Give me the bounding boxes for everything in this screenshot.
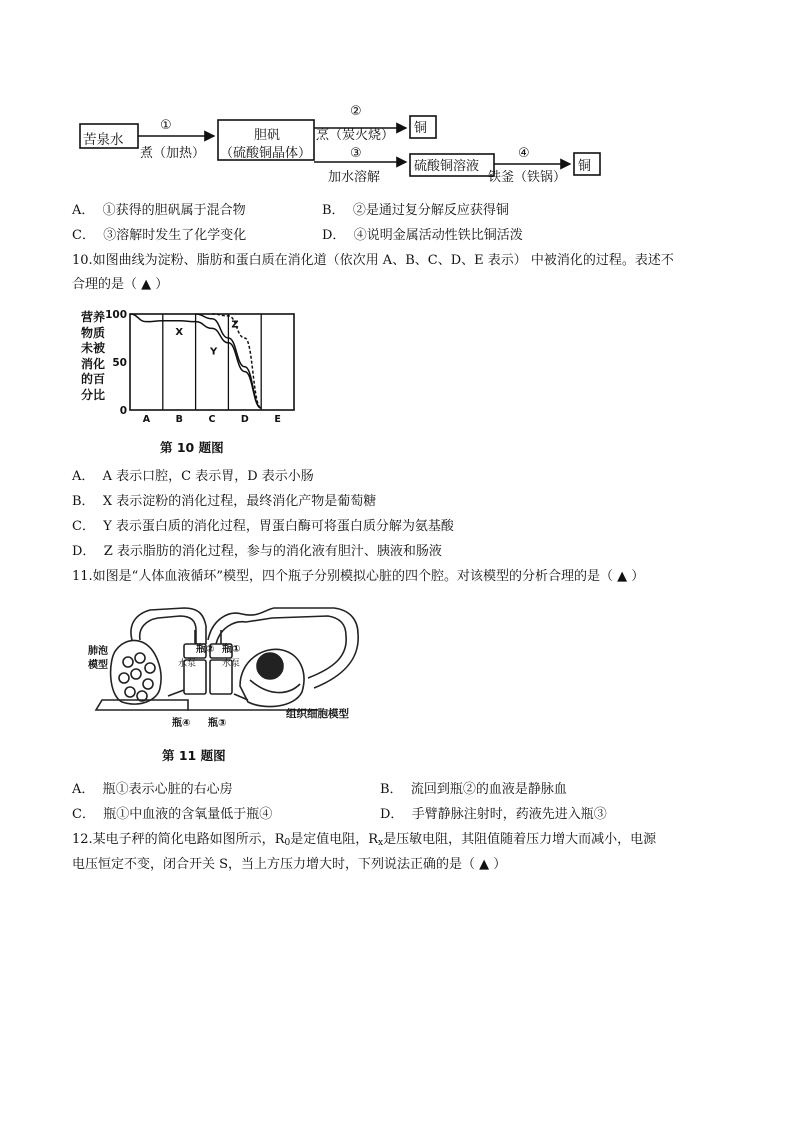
flow-end-bottom: 铜 — [578, 159, 592, 174]
option-letter: A． — [72, 203, 95, 218]
digestion-chart-svg — [105, 306, 308, 430]
flow-step2-num: ② — [350, 104, 362, 119]
option-letter: C． — [72, 807, 95, 822]
q10-option-b[interactable] — [72, 493, 376, 511]
q10-stem-line1: 10.如图曲线为淀粉、脂肪和蛋白质在消化道（依次用 A、B、C、D、E 表示） 中被消化的过程。表述不 — [72, 253, 674, 268]
flow-mid-line1: 胆矾 — [254, 128, 281, 143]
q9-option-b[interactable] — [322, 202, 509, 220]
water-pump-1: 水泵 — [178, 659, 197, 669]
option-text: Y 表示蛋白质的消化过程，胃蛋白酶可将蛋白质分解为氨基酸 — [103, 519, 454, 534]
q11-option-c[interactable] — [72, 806, 272, 824]
bottle-2-label: 瓶② — [196, 644, 215, 655]
ylabel-line: 的百 — [80, 372, 105, 386]
flow-step4-label: 铁釜（铁锅） — [488, 170, 567, 185]
flow-step3-num: ③ — [350, 146, 362, 161]
option-text: ④说明金属活动性铁比铜活泼 — [353, 228, 523, 243]
q10-option-c[interactable] — [72, 518, 454, 536]
q9-option-c[interactable] — [72, 227, 246, 245]
y-tick-label: 0 — [119, 405, 127, 417]
q11-option-b[interactable] — [380, 781, 567, 799]
option-text: Z 表示脂肪的消化过程，参与的消化液有胆汁、胰液和肠液 — [103, 544, 442, 559]
q11-option-d[interactable] — [380, 806, 607, 824]
option-text: ②是通过复分解反应获得铜 — [352, 203, 509, 218]
flow-mid-line2: （硫酸铜晶体） — [220, 146, 312, 161]
q10-option-a[interactable] — [72, 468, 314, 486]
ylabel-line: 未被 — [80, 341, 105, 355]
option-text: ③溶解时发生了化学变化 — [103, 228, 247, 243]
q9-option-a[interactable] — [72, 202, 246, 220]
q12-stem-part1: 12.某电子秤的简化电路如图所示， — [72, 832, 275, 847]
ylabel-line: 分比 — [80, 387, 105, 402]
q12-stem-line2: 电压恒定不变，闭合开关 S，当上方压力增大时，下列说法正确的是（ ▲ ） — [72, 857, 507, 872]
lung-label-2: 模型 — [88, 660, 108, 671]
tissue-label: 组织细胞模型 — [286, 708, 349, 720]
flow-start: 苦泉水 — [83, 132, 124, 148]
r0-subscript: 0 — [284, 838, 291, 848]
x-tick-label: C — [208, 414, 216, 425]
bottle-1-label: 瓶① — [222, 644, 241, 655]
flow-step2-label: 烹（炭火烧） — [316, 128, 395, 143]
x-tick-label: D — [240, 414, 249, 425]
x-tick-label: B — [175, 414, 183, 425]
option-letter: B． — [72, 494, 95, 509]
q11-option-a[interactable] — [72, 781, 233, 799]
option-letter: D． — [322, 228, 346, 243]
option-text: 瓶①表示心脏的右心房 — [102, 782, 233, 797]
ylabel-line: 物质 — [80, 325, 105, 340]
option-text: 手臂静脉注射时，药液先进入瓶③ — [411, 807, 607, 822]
option-text: 瓶①中血液的含氧量低于瓶④ — [103, 807, 273, 822]
lung-label-1: 肺泡 — [88, 646, 108, 657]
x-tick-label: A — [142, 414, 151, 425]
option-letter: A． — [72, 469, 95, 484]
y-tick-label: 50 — [112, 357, 127, 369]
ylabel-line: 营养 — [80, 310, 105, 324]
y-tick-label: 100 — [105, 309, 127, 321]
x-tick-label: E — [274, 414, 281, 425]
option-text: 流回到瓶②的血液是静脉血 — [410, 782, 567, 797]
flow-step1-num: ① — [160, 118, 172, 133]
q9-option-d[interactable] — [322, 227, 523, 245]
q10-option-d[interactable] — [72, 543, 442, 561]
rx-subscript: x — [378, 838, 384, 848]
flow-step1-label: 煮（加热） — [140, 146, 206, 161]
option-letter: C． — [72, 519, 95, 534]
flow-step3-label: 加水溶解 — [328, 170, 381, 185]
bottle-4-label: 瓶④ — [172, 718, 191, 729]
rx-symbol: R — [368, 832, 379, 847]
option-letter: B． — [380, 782, 403, 797]
q12-stem-part2: 是定值电阻， — [290, 832, 369, 847]
bottle-3-label: 瓶③ — [208, 718, 227, 729]
flow-mid2: 硫酸铜溶液 — [414, 159, 480, 174]
option-letter: D． — [380, 807, 404, 822]
q10-caption: 第 10 题图 — [160, 440, 224, 455]
option-letter: D． — [72, 544, 96, 559]
chart-ylabel — [78, 310, 108, 403]
curve-label-x: X — [175, 327, 184, 339]
option-text: A 表示口腔，C 表示胃，D 表示小肠 — [102, 469, 314, 484]
option-text: ①获得的胆矾属于混合物 — [102, 203, 246, 218]
option-letter: A． — [72, 782, 95, 797]
q12-stem-part3: 是压敏电阻，其阻值随着压力增大而减小，电源 — [383, 832, 657, 847]
q12-stem-line1 — [72, 831, 656, 852]
ylabel-line: 消化 — [80, 356, 105, 371]
option-letter: C． — [72, 228, 95, 243]
r0-symbol: R — [274, 832, 285, 847]
curve-label-y: Y — [210, 346, 218, 358]
water-pump-2: 水泵 — [222, 659, 241, 669]
q11-stem: 11.如图是“人体血液循环”模型，四个瓶子分别模拟心脏的四个腔。对该模型的分析合理的是（ ▲ ） — [72, 569, 645, 584]
flow-step4-num: ④ — [518, 146, 530, 161]
q11-caption: 第 11 题图 — [162, 748, 226, 763]
curve-label-z: Z — [231, 319, 239, 331]
flow-end-top: 铜 — [414, 121, 428, 136]
q10-stem-line2: 合理的是（ ▲ ） — [72, 277, 169, 292]
option-text: X 表示淀粉的消化过程，最终消化产物是葡萄糖 — [102, 494, 377, 509]
option-letter: B． — [322, 203, 345, 218]
